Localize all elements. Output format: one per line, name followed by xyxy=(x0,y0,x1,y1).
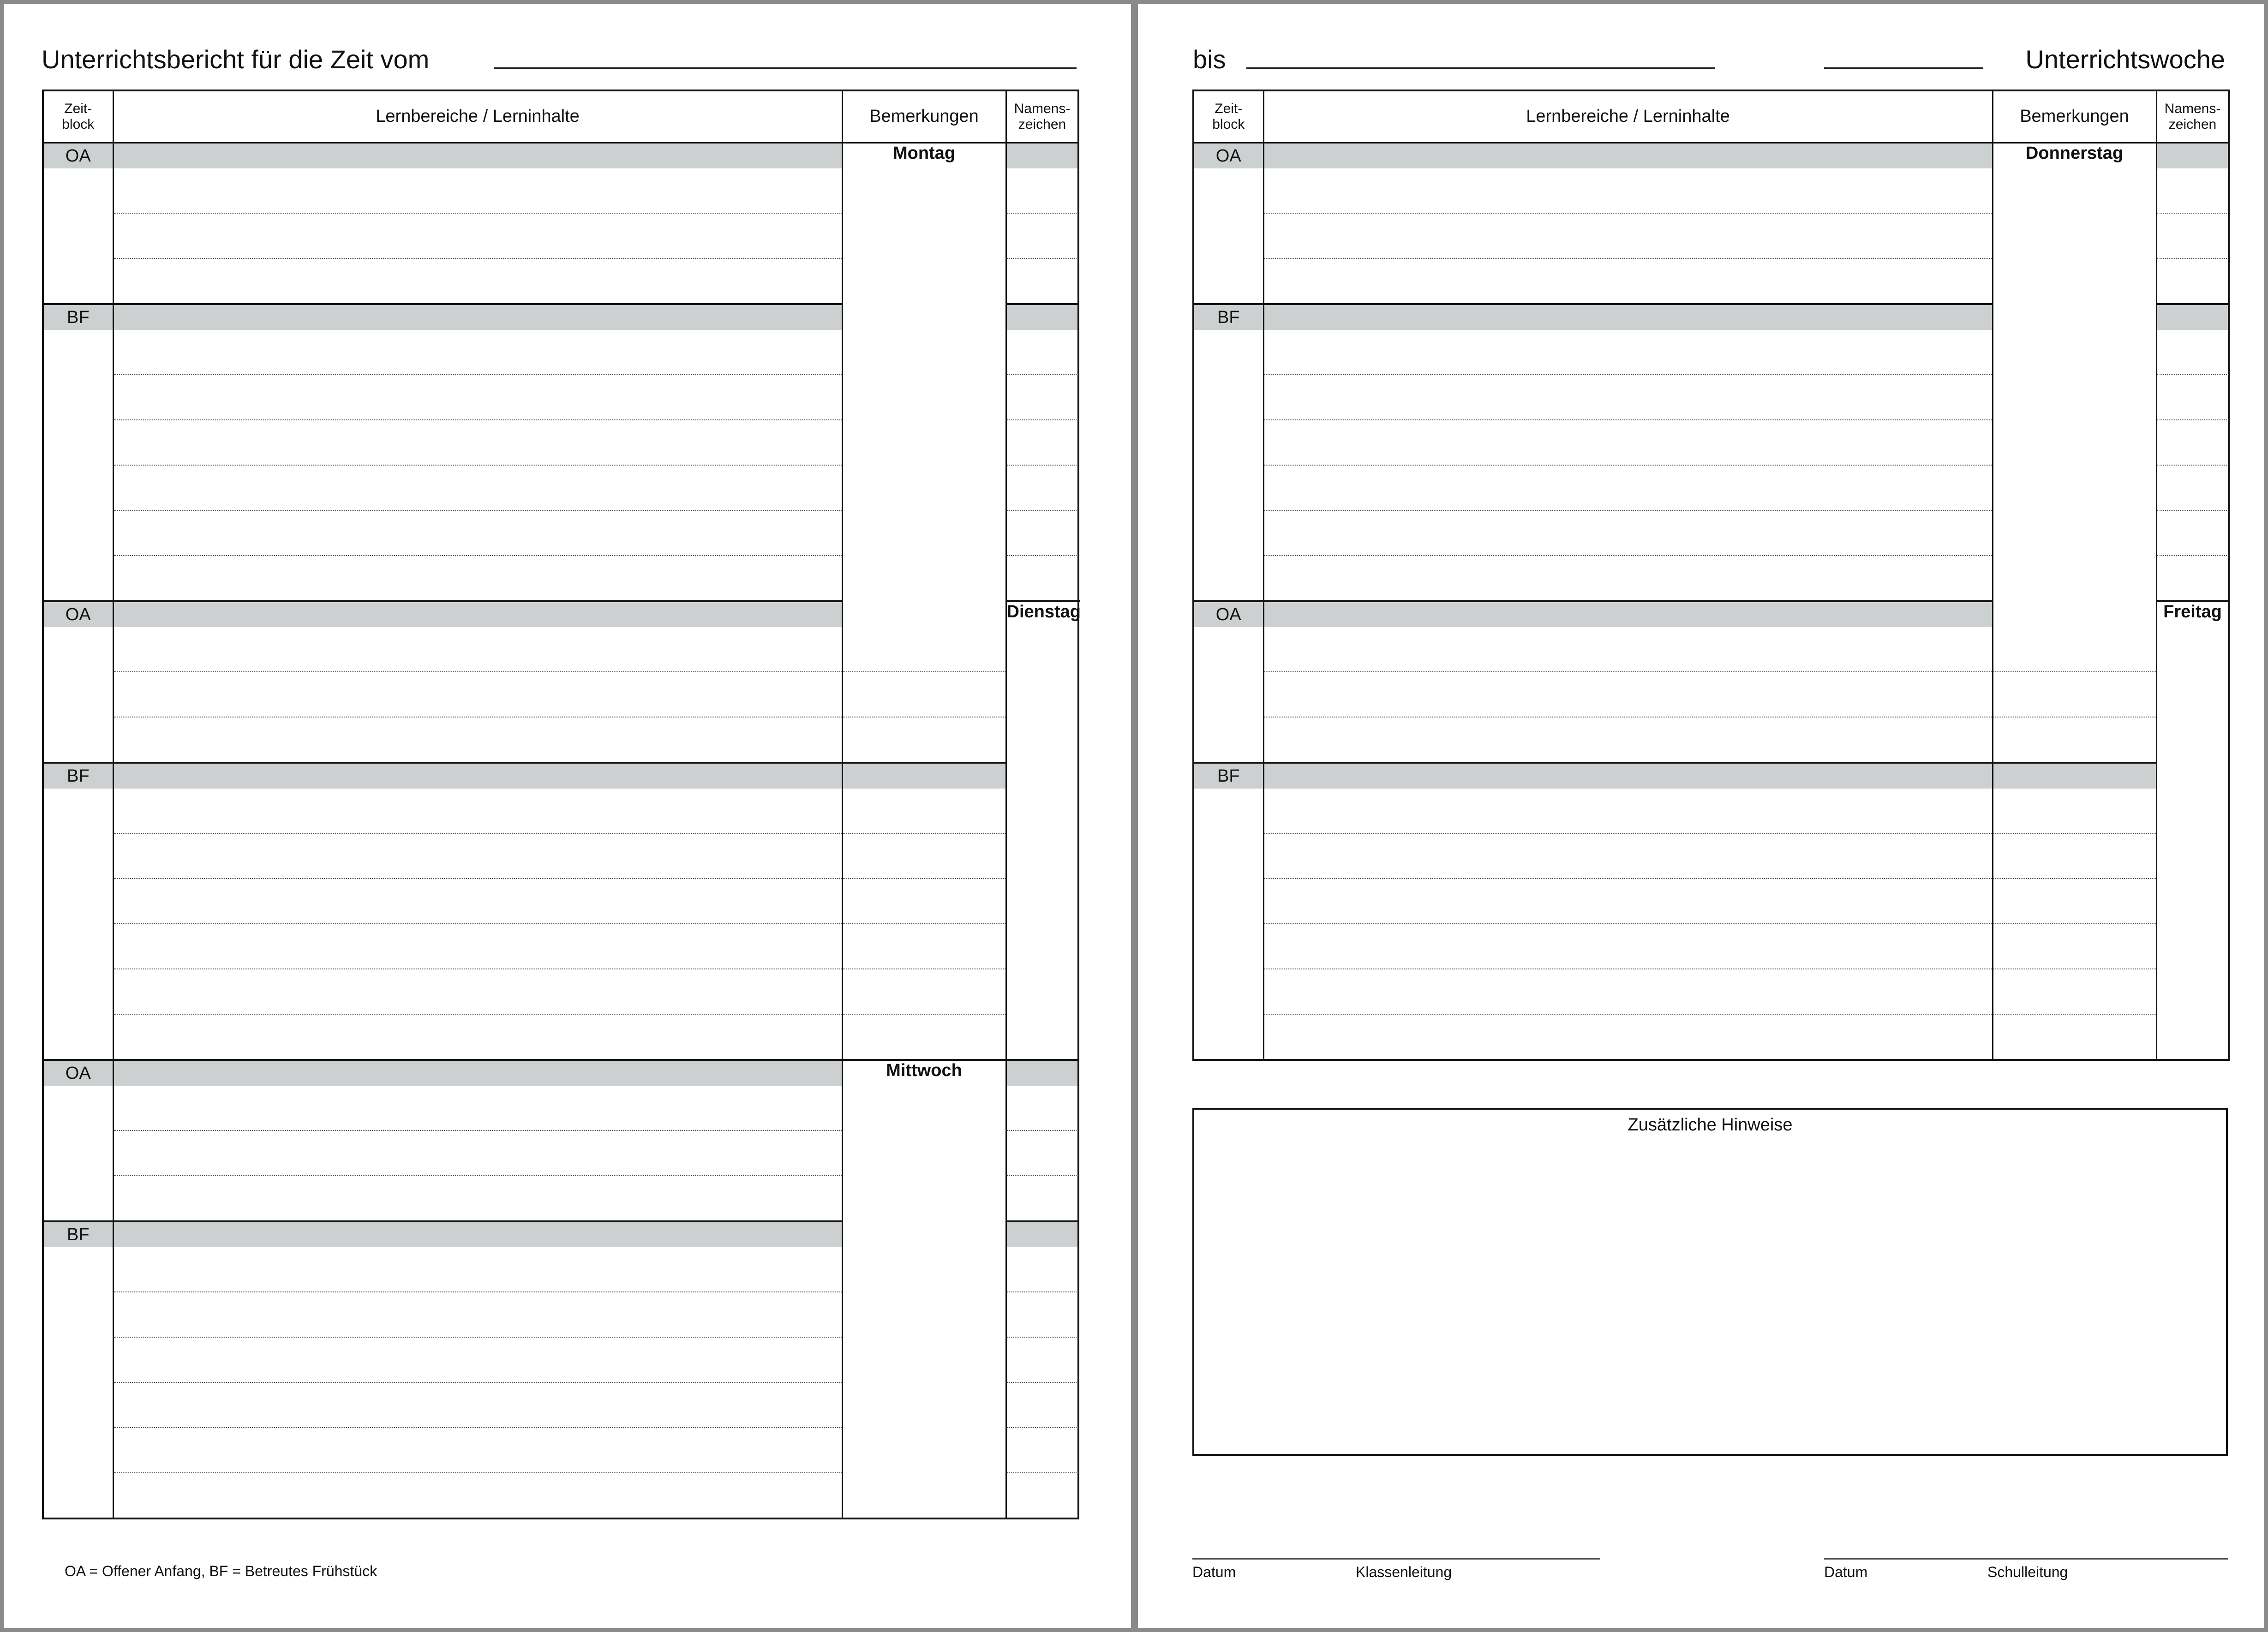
date-to-line[interactable] xyxy=(1246,67,1715,69)
table-row[interactable] xyxy=(1193,924,2229,969)
date-from-line[interactable] xyxy=(494,67,1077,69)
bf-band xyxy=(1193,763,2229,789)
table-row[interactable] xyxy=(1193,879,2229,924)
oa-band xyxy=(43,1060,1078,1086)
day-label-tuesday: Dienstag xyxy=(1006,601,1078,1060)
date-label-class-lead: Datum xyxy=(1192,1564,1236,1580)
table-row[interactable] xyxy=(1193,717,2229,763)
report-heading: Unterrichtsbericht für die Zeit vom xyxy=(42,45,430,74)
table-header-row xyxy=(43,90,1078,143)
oa-band xyxy=(43,143,1078,169)
table-row[interactable] xyxy=(1193,627,2229,672)
header-zeitblock-label: Zeit- block xyxy=(1212,101,1245,132)
bf-band xyxy=(43,763,1078,789)
table-row[interactable] xyxy=(43,627,1078,672)
header-zeitblock xyxy=(43,90,113,143)
header-namenszeichen xyxy=(1006,90,1078,143)
oa-label: OA xyxy=(1193,601,1263,627)
oa-band xyxy=(1193,143,2229,169)
day-label-wednesday: Mittwoch xyxy=(842,1060,1006,1518)
header-zeitblock xyxy=(1193,90,1263,143)
table-row[interactable] xyxy=(43,1014,1078,1060)
table-row[interactable] xyxy=(1193,1014,2229,1060)
schedule-table-right xyxy=(1192,90,2230,1061)
table-row[interactable] xyxy=(43,969,1078,1014)
oa-label: OA xyxy=(1193,143,1263,169)
table-row[interactable] xyxy=(1193,833,2229,879)
table-row[interactable] xyxy=(43,717,1078,763)
class-lead-label: Klassenleitung xyxy=(1356,1564,1452,1580)
right-page xyxy=(1138,4,2264,1628)
table-row[interactable] xyxy=(43,833,1078,879)
header-namenszeichen xyxy=(2156,90,2229,143)
bf-label: BF xyxy=(1193,763,1263,789)
school-lead-label: Schulleitung xyxy=(1987,1564,2068,1580)
header-namenszeichen-label: Namens- zeichen xyxy=(2164,101,2221,132)
oa-label: OA xyxy=(43,601,113,627)
header-lernbereiche: Lernbereiche / Lerninhalte xyxy=(113,90,842,143)
table-row[interactable] xyxy=(43,789,1078,833)
day-label-monday: Montag xyxy=(842,143,1006,628)
signature-line-class-lead[interactable] xyxy=(1192,1558,1600,1560)
header-zeitblock-label: Zeit- block xyxy=(62,101,95,132)
header-bemerkungen: Bemerkungen xyxy=(842,90,1006,143)
schedule-table-left xyxy=(42,90,1079,1519)
bf-label: BF xyxy=(43,304,113,330)
bf-label: BF xyxy=(1193,304,1263,330)
table-row[interactable] xyxy=(1193,789,2229,833)
table-row[interactable] xyxy=(1193,672,2229,717)
bf-label: BF xyxy=(43,763,113,789)
day-label-friday: Freitag xyxy=(2156,601,2229,1060)
heading-unterrichtswoche: Unterrichtswoche xyxy=(2025,45,2225,74)
left-page xyxy=(4,4,1131,1628)
table-row[interactable] xyxy=(1193,969,2229,1014)
additional-notes-box[interactable] xyxy=(1192,1108,2228,1456)
header-namenszeichen-label: Namens- zeichen xyxy=(1014,101,1071,132)
legend-footnote: OA = Offener Anfang, BF = Betreutes Frühstück xyxy=(65,1563,377,1579)
bf-label: BF xyxy=(43,1221,113,1247)
day-label-thursday: Donnerstag xyxy=(1993,143,2156,628)
week-number-line[interactable] xyxy=(1824,67,1983,69)
table-row[interactable] xyxy=(43,672,1078,717)
table-header-row xyxy=(1193,90,2229,143)
table-row[interactable] xyxy=(43,924,1078,969)
oa-label: OA xyxy=(43,143,113,169)
date-label-school-lead: Datum xyxy=(1824,1564,1868,1580)
table-row[interactable] xyxy=(43,879,1078,924)
header-lernbereiche: Lernbereiche / Lerninhalte xyxy=(1263,90,1993,143)
header-bemerkungen: Bemerkungen xyxy=(1993,90,2156,143)
additional-notes-title: Zusätzliche Hinweise xyxy=(1628,1115,1793,1135)
oa-label: OA xyxy=(43,1060,113,1086)
signature-line-school-lead[interactable] xyxy=(1824,1558,2228,1560)
heading-bis: bis xyxy=(1193,45,1226,74)
